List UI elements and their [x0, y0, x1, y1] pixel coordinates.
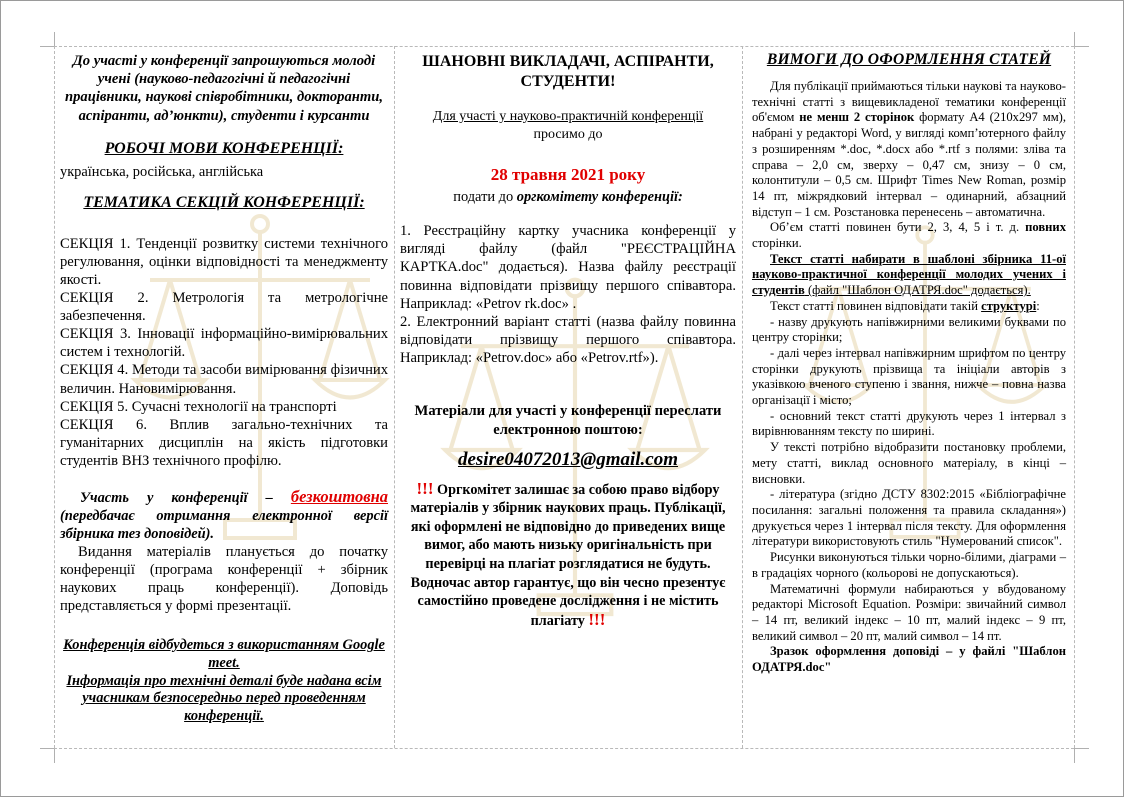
languages-text: українська, російська, англійська [60, 163, 264, 180]
lead-underlined: Для участі у науково-практичній конференції [432, 109, 704, 124]
submit-text [400, 188, 736, 206]
volume-text-b: сторінки. [752, 236, 802, 251]
warning-text [400, 480, 736, 574]
invitation-text: До участі у конференції запрошуються молоді учені (науково-педагогічні й педагогічні працівники, наукові співробітники, докторанти, аспіранти, ад’юнкти), студенти і курсанти [65, 53, 383, 124]
volume-full-pages: повних [1025, 220, 1066, 235]
registration-card-item: 1. Реєстраційну картку учасника конференції у вигляді файлу (файл "РЕЄСТРАЦІЙНА КАРТКА.doc" додається). Назва файлу реєстрації повинна відповідати прізвищу першого співавтора. Наприклад: «Petrov rk.doc» . [400, 223, 736, 312]
participation-prefix: Участь у конференції – [80, 490, 291, 507]
format-text-a: Для публікації приймаються тільки наукові та науково-технічні статті з вищевикладеної тематики конференції об'ємом [752, 79, 1066, 125]
technical-details-text: Інформація про технічні деталі буде надана всім учасникам безпосередньо перед проведенням конференції. [66, 672, 382, 724]
crop-mark-top-right [1074, 32, 1089, 47]
middle-column [394, 46, 742, 748]
languages-heading: РОБОЧІ МОВИ КОНФЕРЕНЦІЇ: [104, 139, 344, 157]
google-meet-text: Конференція відбудеться з використанням Google meet. [63, 637, 385, 671]
requirements-items [400, 222, 736, 368]
sample-paragraph: Зразок оформлення доповіді – у файлі "Шаблон ОДАТРЯ.doc" [752, 644, 1066, 675]
section-item: СЕКЦІЯ 6. Вплив загально-технічних та гуманітарних дисциплін на якість підготовки студентів ВНЗ технічного профілю. [60, 416, 388, 469]
right-column [742, 46, 1074, 748]
structure-bullet: - далі через інтервал напівжирним шрифтом по центру сторінки друкують прізвища та ініціали авторів з указівкою вченого ступеню і звання, нижче – повна назва організації і місто; [752, 345, 1066, 408]
section-item: СЕКЦІЯ 5. Сучасні технології на транспорті [60, 398, 337, 415]
section-item: СЕКЦІЯ 4. Методи та засоби вимірювання фізичних величин. Нановимірювання. [60, 362, 388, 397]
content-paragraph: У тексті потрібно відобразити постановку проблеми, мету статті, виклад основного матеріалу, в кінці – висновки. [752, 440, 1066, 486]
literature-paragraph: - література (згідно ДСТУ 8302:2015 «Бібліографічне посилання: загальні положення та правила складання») друкується через 1 інтервал після тексту. Для оформлення літератури використовують стиль "Нумерований список". [752, 487, 1066, 549]
deadline-date: 28 травня 2021 року [490, 165, 646, 184]
structure-bullet: - основний текст статті друкують через 1 інтервал з вирівнюванням тексту по ширині. [752, 408, 1066, 439]
publication-text: Видання матеріалів планується до початку конференції (програма конференції + збірник наукових праць конференції). Доповідь представляється у формі презентації. [60, 544, 388, 615]
exclamation-mark: !!! [588, 609, 606, 629]
left-column [54, 46, 394, 748]
guarantee-body: Водночас автор гарантує, що він чесно презентує самостійно проведене дослідження і не містить плагіату [410, 574, 726, 629]
template-file: (файл "Шаблон ОДАТРЯ.doc" додається). [804, 283, 1031, 298]
greeting-title: ШАНОВНІ ВИКЛАДАЧІ, АСПІРАНТИ, СТУДЕНТИ! [422, 53, 714, 90]
topics-heading: ТЕМАТИКА СЕКЦІЙ КОНФЕРЕНЦІЇ: [83, 193, 365, 211]
requirements-heading: ВИМОГИ ДО ОФОРМЛЕННЯ СТАТЕЙ [766, 51, 1052, 68]
structure-word: структурі [981, 298, 1037, 313]
format-paragraph [752, 79, 1066, 220]
participation-text [60, 488, 388, 543]
crop-mark-bottom-left [40, 748, 55, 763]
submit-committee: оргкомітету конференції: [516, 189, 683, 205]
requirements-body [752, 79, 1066, 676]
contact-email: desire04072013@gmail.com [457, 448, 679, 470]
figures-paragraph: Рисунки виконуються тільки чорно-білими, діаграми – в градаціях чорного (кольорові не допускаються). [752, 550, 1066, 580]
crop-mark-top-left [40, 32, 55, 47]
template-bold: Текст статті набирати в шаблоні збірника 11-ої науково-практичної конференції молодих учених і студентів [752, 251, 1066, 298]
guarantee-text [400, 574, 736, 631]
bottom-guide-line [54, 748, 1074, 749]
format-text-b: формату А4 (210х297 мм), набрані у редакторі Word, у вигляді комп’ютерного файлу з розширенням *.doc, *.docx або *.rtf з полями: зліва та справа – 2,0 см, зверху – 0,47 см, знизу – 0 см, колонтитули – 0,5 см. Шрифт Times New Roman, розмір 14 пт, міжрядковий інтервал – одинарний, абзацний відступ – 1 см. Розстановка перенесень – автоматична. [752, 110, 1067, 219]
format-min-pages: не менш 2 сторінок [799, 110, 915, 125]
crop-mark-bottom-right [1074, 748, 1089, 763]
sections-list [60, 235, 388, 470]
structure-text-a: Текст статті повинен відповідати такій [770, 298, 982, 313]
volume-text-a: Об’єм статті повинен бути 2, 3, 4, 5 і т. д. [770, 220, 1026, 235]
warning-body: Оргкомітет залишає за собою право відбору матеріалів у збірник наукових праць. Публікації, які оформлені не відповідно до приведених вище вимог, або мають низьку оригінальність при перевірці на плагіат розглядатися не будуть. [410, 481, 726, 572]
participation-free: безкоштовна [290, 487, 388, 507]
section-item: СЕКЦІЯ 2. Метрологія та метрологічне забезпечення. [60, 290, 388, 325]
section-item: СЕКЦІЯ 3. Інновації інформаційно-вимірювальних систем і технологій. [60, 326, 388, 361]
materials-text: Матеріали для участі у конференції переслати електронною поштою: [414, 402, 722, 438]
volume-paragraph [752, 220, 1066, 251]
participation-note: (передбачає отримання електронної версії збірника тез доповідей). [60, 508, 388, 543]
section-item: СЕКЦІЯ 1. Тенденції розвитку системи технічного регулювання, оцінки відповідності та менеджменту якості. [60, 235, 388, 288]
structure-bullet: - назву друкують напівжирними великими буквами по центру сторінки; [752, 314, 1066, 345]
lead-text [400, 108, 736, 144]
formulas-paragraph: Математичні формули набираються у вбудованому редакторі Microsoft Equation. Розміри: звичайний символ – 14 пт, великий індекс – 10 пт, малий індекс – 9 пт, великий символ – 20 пт, малий символ – 14 пт. [752, 581, 1066, 643]
exclamation-mark: !!! [416, 478, 434, 498]
article-file-item: 2. Електронний варіант статті (назва файлу повинна відповідати прізвищу першого співавтора. Наприклад: «Petrov.doc» або «Petrov.rtf»). [400, 314, 736, 367]
submit-prefix: подати до [453, 189, 517, 205]
template-paragraph [752, 252, 1066, 299]
right-guide-line [1074, 46, 1075, 748]
structure-paragraph [752, 299, 1066, 315]
lead-rest: просимо до [533, 127, 603, 142]
structure-colon: : [1036, 298, 1040, 313]
